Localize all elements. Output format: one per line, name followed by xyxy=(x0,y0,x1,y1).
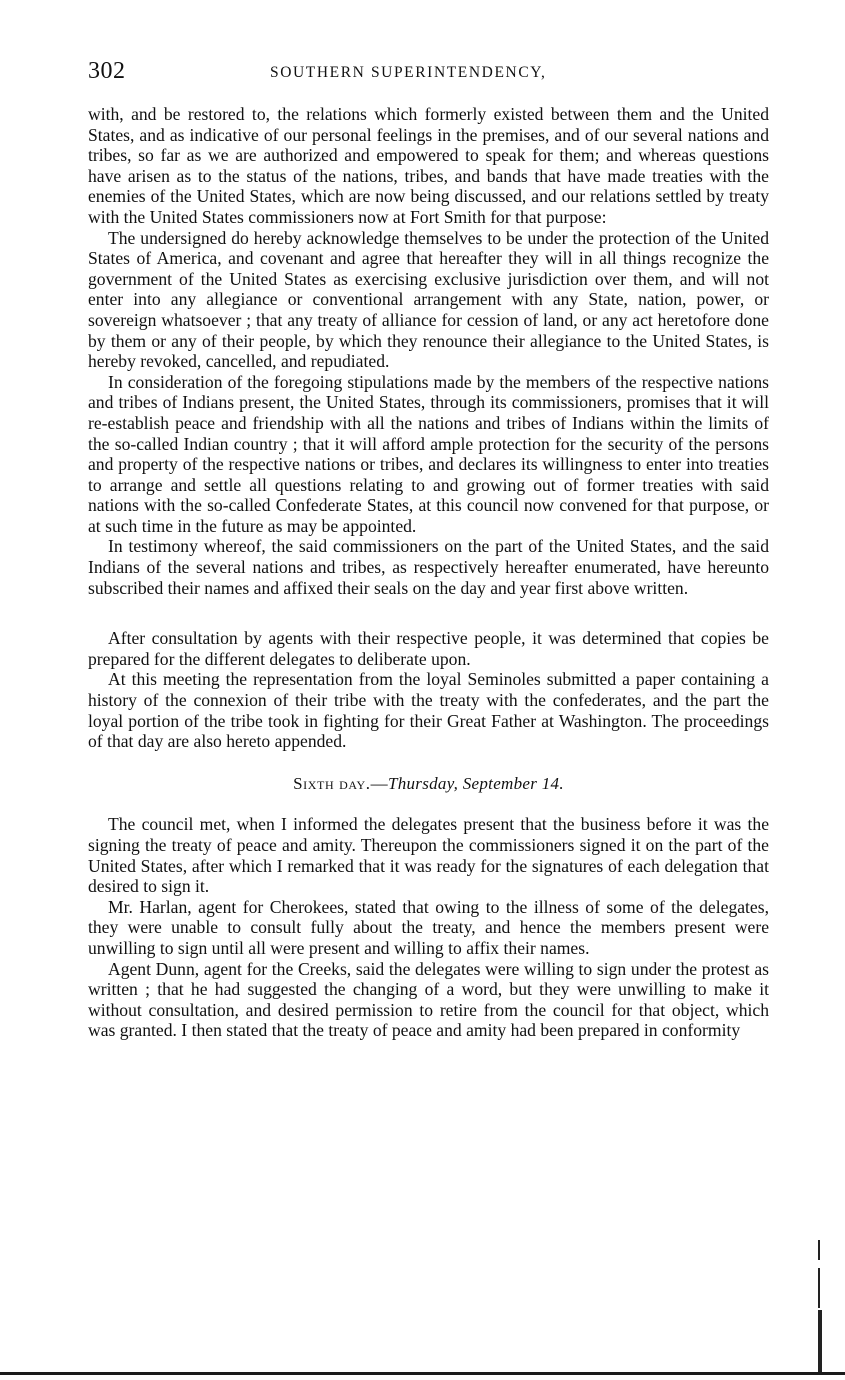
scan-edge-mark xyxy=(818,1310,822,1372)
running-title: SOUTHERN SUPERINTENDENCY, xyxy=(270,64,547,81)
heading-dash: — xyxy=(370,773,388,793)
paragraph-gap xyxy=(88,598,769,628)
paragraph-testimony-clause: In testimony whereof, the said commissioners on the part of the United States, and the said Indians of the several nations and tribes, as respectively hereafter enumerated, have hereunto subscribed their names and affixed their seals on the day and year first above written. xyxy=(88,536,769,598)
scan-edge-mark xyxy=(818,1240,820,1260)
page-header xyxy=(88,58,768,88)
heading-day-label: Sixth day. xyxy=(293,773,371,793)
section-heading xyxy=(88,774,769,795)
paragraph-protection-clause: The undersigned do hereby acknowledge themselves to be under the protection of the United States of America, and covenant and agree that hereafter they will in all things recognize the government of the United States as exercising exclusive jurisdiction over them, and will not enter into any allegiance or conventional arrangement with any State, nation, power, or sovereign whatsoever ; that any treaty of alliance for cession of land, or any act heretofore done by them or any of their people, by which they renounce their allegiance to the United States, is hereby revoked, cancelled, and repudiated. xyxy=(88,227,769,372)
scan-bottom-edge xyxy=(0,1372,845,1375)
paragraph-consideration-clause: In consideration of the foregoing stipulations made by the members of the respective nations and tribes of Indians present, the United States, through its commissioners, promises that it will re-establish peace and friendship with all the nations and tribes of Indians within the limits of the so-called Indian country ; that it will afford ample protection for the security of the persons and property of the respective nations or tribes, and declares its willingness to enter into treaties to arrange and settle all questions relating to and growing out of former treaties with said nations with the so-called Confederate States, at this council now convened for that purpose, or at such time in the future as may be appointed. xyxy=(88,371,769,536)
heading-date: Thursday, September 14. xyxy=(387,773,564,793)
paragraph-consultation: After consultation by agents with their respective people, it was determined that copies be prepared for the different delegates to deliberate upon. xyxy=(88,628,769,669)
page-number: 302 xyxy=(88,58,126,84)
paragraph-council-met: The council met, when I informed the delegates present that the business before it was the signing the treaty of peace and amity. Thereupon the commissioners signed it on the part of the United States, after which I remarked that it was ready for the signatures of each delegation that desired to sign it. xyxy=(88,814,769,897)
scan-edge-mark xyxy=(818,1268,820,1308)
paragraph-continuation: with, and be restored to, the relations which formerly existed between them and the United States, and as indicative of our personal feelings in the premises, and of our several nations and tribes, so far as we are authorized and empowered to speak for them; and whereas questions have arisen as to the status of the nations, tribes, and bands that have made treaties with the enemies of the United States, which are now being discussed, and our relations settled by treaty with the United States commissioners now at Fort Smith for that purpose: xyxy=(88,104,769,227)
paragraph-harlan: Mr. Harlan, agent for Cherokees, stated that owing to the illness of some of the delegates, they were unable to consult fully about the treaty, and hence the members present were unwilling to sign until all were present and willing to affix their names. xyxy=(88,896,769,958)
body-text xyxy=(88,104,769,1041)
paragraph-dunn: Agent Dunn, agent for the Creeks, said the delegates were willing to sign under the protest as written ; that he had suggested the changing of a word, but they were unwilling to make it without consultation, and desired permission to retire from the council for that object, which was granted. I then stated that the treaty of peace and amity had been prepared in conformity xyxy=(88,958,769,1041)
paragraph-seminoles: At this meeting the representation from the loyal Seminoles submitted a paper containing a history of the connexion of their tribe with the treaty with the confederates, and the part the loyal portion of the tribe took in fighting for their Great Father at Washington. The proceedings of that day are also hereto appended. xyxy=(88,669,769,752)
